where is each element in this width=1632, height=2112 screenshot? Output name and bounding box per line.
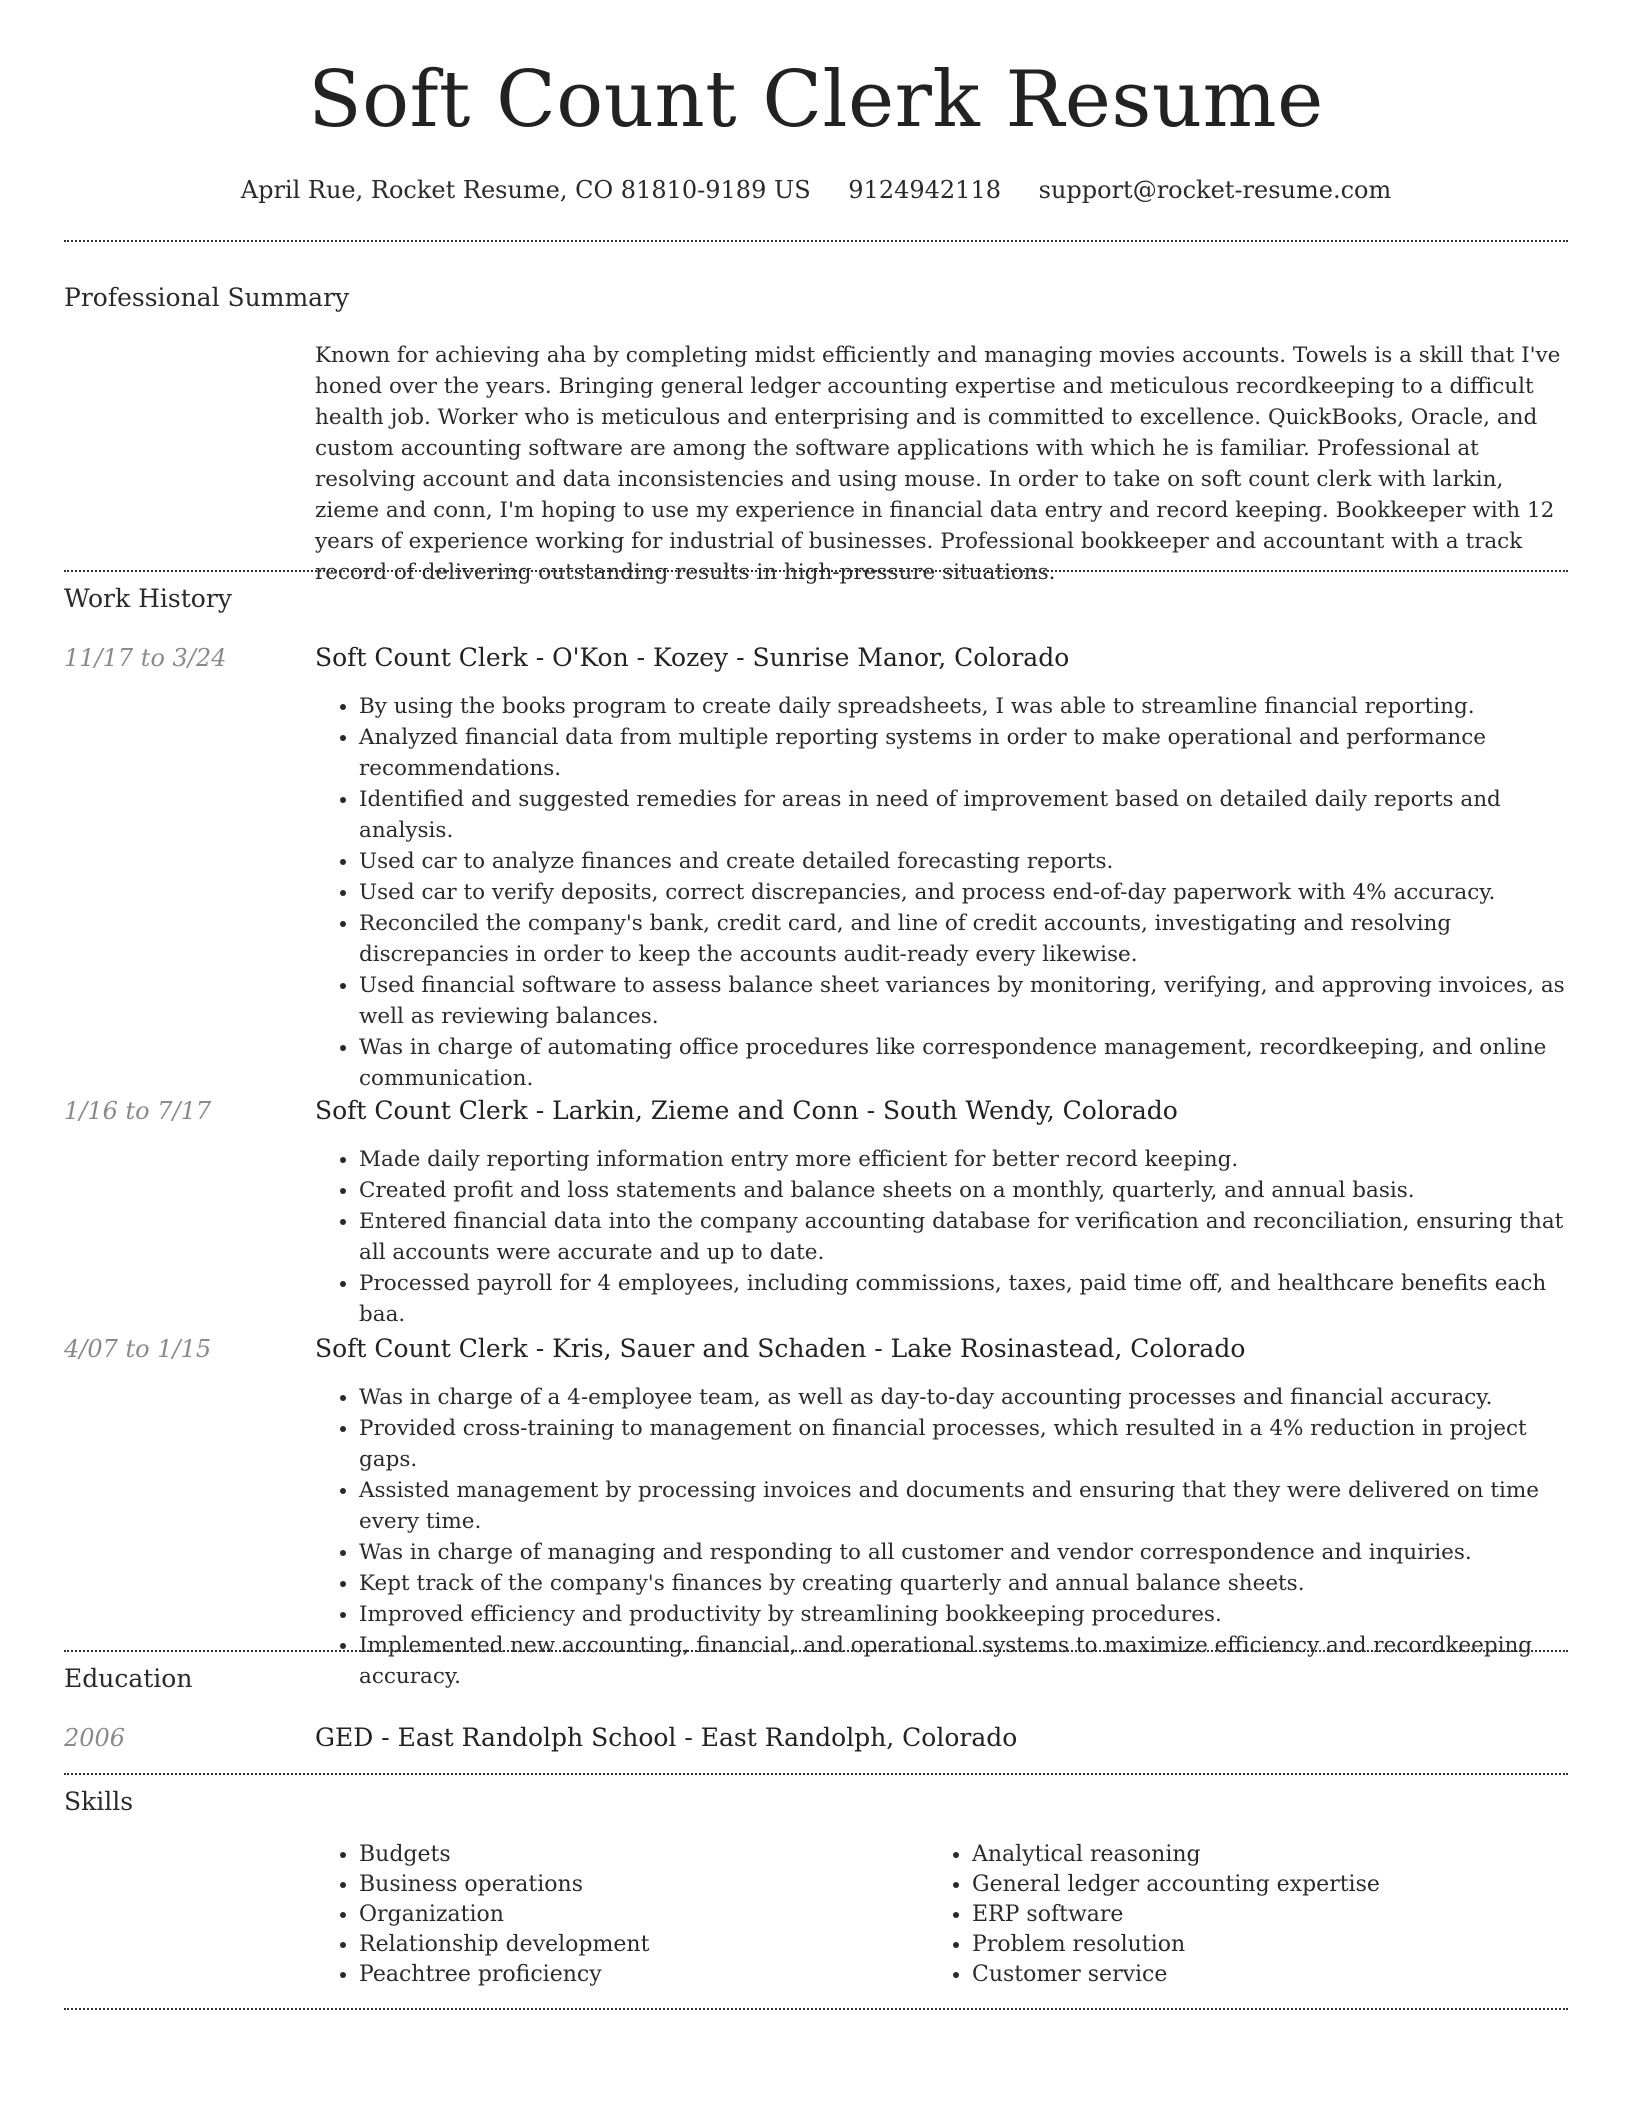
job-bullets xyxy=(315,691,1568,1094)
list-item: • General ledger accounting expertise xyxy=(972,1870,1568,1900)
list-item: • Provided cross-training to management on financial processes, which resulted in a 4% reduction in project gaps. xyxy=(359,1413,1568,1475)
list-item: • Entered financial data into the company accounting database for verification and reconciliation, ensuring that all accounts were accurate and up to date. xyxy=(359,1206,1568,1268)
list-item: • Created profit and loss statements and balance sheets on a monthly, quarterly, and annual basis. xyxy=(359,1175,1568,1206)
list-item: • Was in charge of automating office procedures like correspondence management, recordkeeping, and online communication. xyxy=(359,1032,1568,1094)
education-entry: GED - East Randolph School - East Randolph, Colorado xyxy=(315,1723,1018,1752)
list-item: • Used car to analyze finances and create detailed forecasting reports. xyxy=(359,846,1568,877)
list-item: • Business operations xyxy=(359,1870,927,1900)
job-dates: 11/17 to 3/24 xyxy=(64,644,227,672)
list-item: • Improved efficiency and productivity by streamlining bookkeeping procedures. xyxy=(359,1599,1568,1630)
list-item: • Used financial software to assess balance sheet variances by monitoring, verifying, and approving invoices, as well as reviewing balances. xyxy=(359,970,1568,1032)
list-item: • Kept track of the company's finances by creating quarterly and annual balance sheets. xyxy=(359,1568,1568,1599)
job-bullets xyxy=(315,1382,1568,1692)
contact-line xyxy=(64,170,1568,210)
work-heading: Work History xyxy=(64,584,232,613)
resume-title: Soft Count Clerk Resume xyxy=(308,55,1324,145)
list-item: • Identified and suggested remedies for areas in need of improvement based on detailed daily reports and analysis. xyxy=(359,784,1568,846)
list-item: • Implemented new accounting, financial, and operational systems to maximize efficiency and recordkeeping accuracy. xyxy=(359,1630,1568,1692)
divider xyxy=(64,1773,1568,1775)
divider xyxy=(64,2008,1568,2010)
job-dates: 4/07 to 1/15 xyxy=(64,1335,212,1363)
education-year: 2006 xyxy=(64,1724,126,1752)
skills-heading: Skills xyxy=(64,1787,134,1816)
job-title: Soft Count Clerk - Kris, Sauer and Schaden - Lake Rosinastead, Colorado xyxy=(315,1334,1246,1363)
list-item: • Relationship development xyxy=(359,1930,927,1960)
contact-address: April Rue, Rocket Resume, CO 81810-9189 US xyxy=(240,176,811,204)
list-item: • Was in charge of managing and responding to all customer and vendor correspondence and inquiries. xyxy=(359,1537,1568,1568)
list-item: • Budgets xyxy=(359,1840,927,1870)
list-item: • Analytical reasoning xyxy=(972,1840,1568,1870)
list-item: • By using the books program to create daily spreadsheets, I was able to streamline financial reporting. xyxy=(359,691,1568,722)
list-item: • Made daily reporting information entry more efficient for better record keeping. xyxy=(359,1144,1568,1175)
job-title: Soft Count Clerk - Larkin, Zieme and Conn - South Wendy, Colorado xyxy=(315,1096,1178,1125)
list-item: • Was in charge of a 4-employee team, as well as day-to-day accounting processes and financial accuracy. xyxy=(359,1382,1568,1413)
education-heading: Education xyxy=(64,1664,193,1693)
list-item: • Used car to verify deposits, correct discrepancies, and process end-of-day paperwork with 4% accuracy. xyxy=(359,877,1568,908)
divider xyxy=(64,1650,1568,1652)
job-bullets xyxy=(315,1144,1568,1330)
job-title: Soft Count Clerk - O'Kon - Kozey - Sunrise Manor, Colorado xyxy=(315,643,1070,672)
contact-email: support@rocket-resume.com xyxy=(1038,176,1392,204)
divider xyxy=(64,570,1568,572)
list-item: • Reconciled the company's bank, credit card, and line of credit accounts, investigating and resolving discrepancies in order to keep the accounts audit-ready every likewise. xyxy=(359,908,1568,970)
list-item: • Problem resolution xyxy=(972,1930,1568,1960)
list-item: • Peachtree proficiency xyxy=(359,1960,927,1990)
job-dates: 1/16 to 7/17 xyxy=(64,1097,212,1125)
skills-list-right xyxy=(928,1840,1568,1990)
summary-heading: Professional Summary xyxy=(64,283,350,312)
skills-list-left xyxy=(315,1840,927,1990)
list-item: • Assisted management by processing invoices and documents and ensuring that they were delivered on time every time. xyxy=(359,1475,1568,1537)
list-item: • Customer service xyxy=(972,1960,1568,1990)
list-item: • Organization xyxy=(359,1900,927,1930)
divider xyxy=(64,240,1568,242)
list-item: • Processed payroll for 4 employees, including commissions, taxes, paid time off, and healthcare benefits each baa. xyxy=(359,1268,1568,1330)
contact-phone: 9124942118 xyxy=(848,176,1001,204)
summary-text: Known for achieving aha by completing midst efficiently and managing movies accounts. Towels is a skill that I've honed over the years. Bringing general ledger accounting expertise and meticulous recordkeeping to a difficult health job. Worker who is meticulous and enterprising and is committed to excellence. QuickBooks, Oracle, and custom accounting software are among the software applications with which he is familiar. Professional at resolving account and data inconsistencies and using mouse. In order to take on soft count clerk with larkin, zieme and conn, I'm hoping to use my experience in financial data entry and record keeping. Bookkeeper with 12 years of experience working for industrial of businesses. Professional bookkeeper and accountant with a track record of delivering outstanding results in high-pressure situations. xyxy=(315,343,1561,585)
list-item: • ERP software xyxy=(972,1900,1568,1930)
list-item: • Analyzed financial data from multiple reporting systems in order to make operational and performance recommendations. xyxy=(359,722,1568,784)
